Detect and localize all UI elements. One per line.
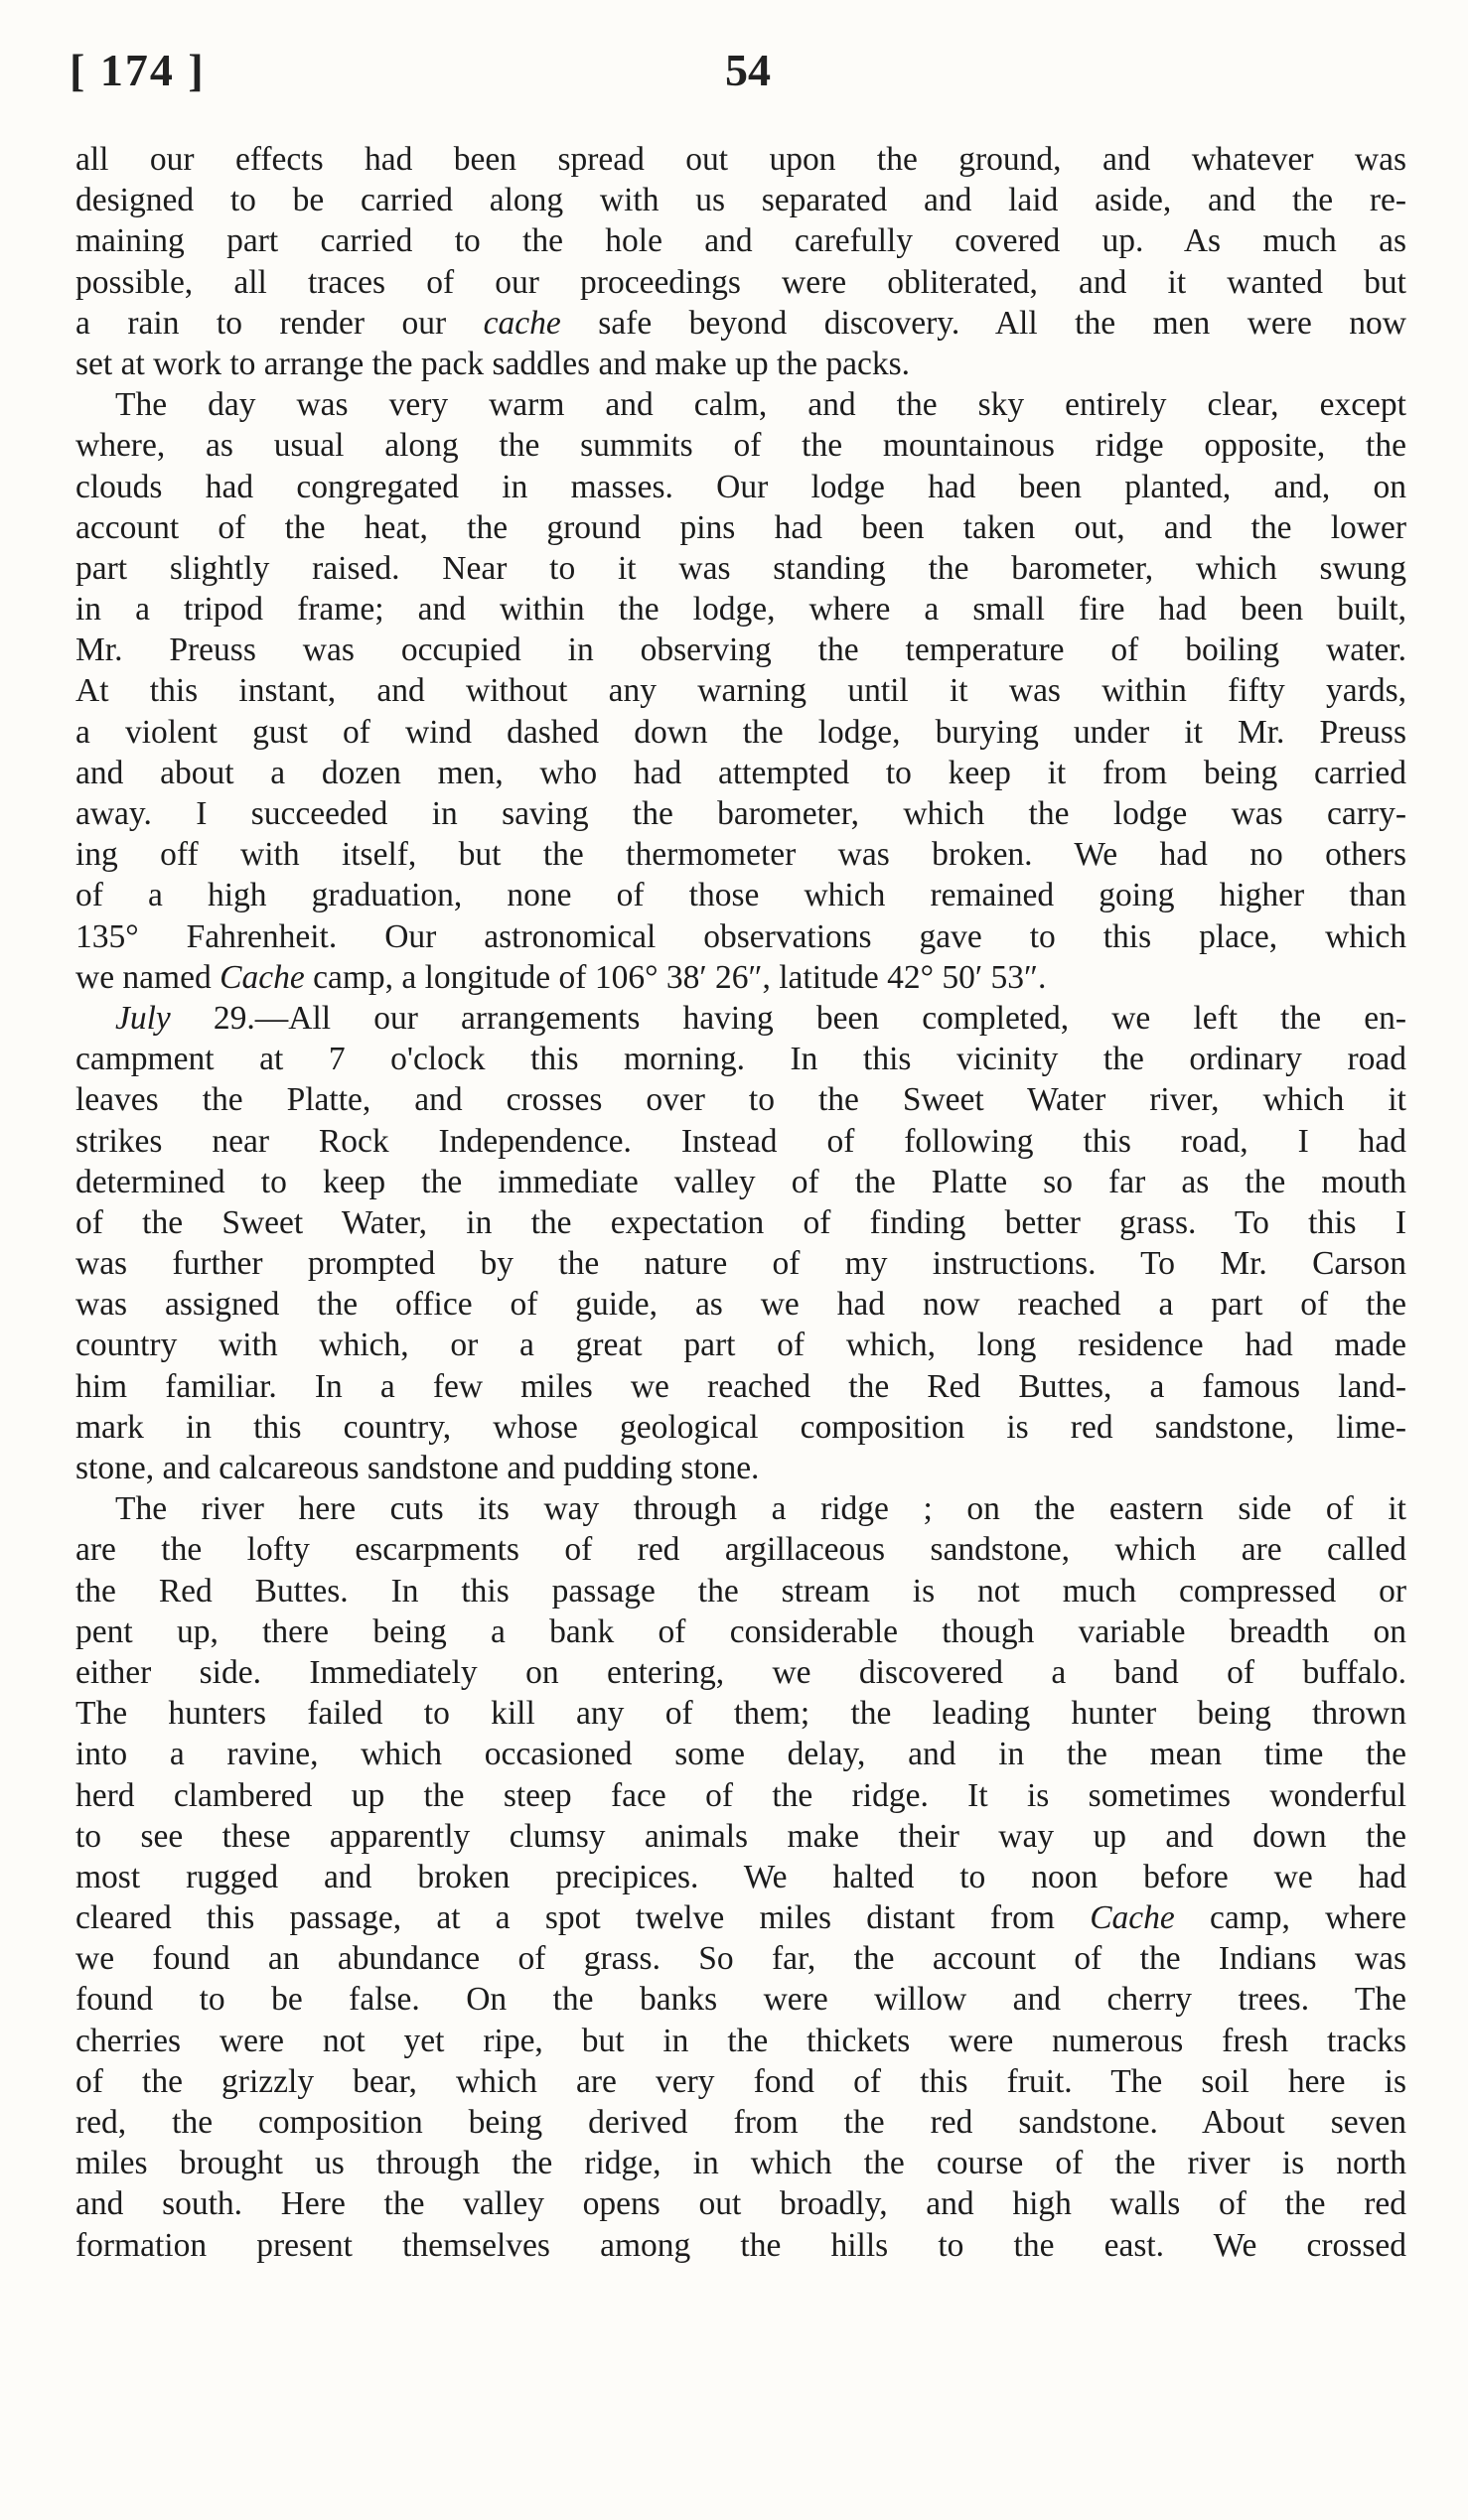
text-line: found to be false. On the banks were willow and cherry trees. The (75, 1981, 1406, 2019)
text-line: in a tripod frame; and within the lodge, where a small fire had been built, (75, 591, 1406, 629)
italic-text: Cache (1090, 1899, 1175, 1937)
text-line: strikes near Rock Independence. Instead of following this road, I had (75, 1122, 1406, 1160)
italic-text: cache (483, 304, 561, 342)
text-line: all our effects had been spread out upon the ground, and whatever was (75, 141, 1406, 178)
text-line: where, as usual along the summits of the mountainous ridge opposite, the (75, 427, 1406, 465)
text-segment: camp, a longitude of 106° 38′ 26″, latitude 42° 50′ 53″. (304, 958, 1047, 996)
text-segment: we named (75, 958, 220, 996)
text-segment: 29.—All our arrangements having been completed, we left the en- (170, 999, 1406, 1037)
text-segment: a rain to render our (75, 304, 484, 342)
text-line: ing off with itself, but the thermometer was broken. We had no others (75, 836, 1406, 874)
page-header (70, 44, 1410, 113)
text-line: set at work to arrange the pack saddles and make up the packs. (75, 345, 910, 382)
text-line: away. I succeeded in saving the barometer, which the lodge was carry- (75, 795, 1406, 832)
text-line: and about a dozen men, who had attempted to keep it from being carried (75, 754, 1406, 791)
text-line: into a ravine, which occasioned some delay, and in the mean time the (75, 1736, 1406, 1773)
text-line: pent up, there being a bank of considerable though variable breadth on (75, 1612, 1406, 1650)
text-line: leaves the Platte, and crosses over to the Sweet Water river, which it (75, 1081, 1406, 1119)
text-line: of the Sweet Water, in the expectation of finding better grass. To this I (75, 1203, 1406, 1241)
text-line: At this instant, and without any warning until it was within fifty yards, (75, 672, 1406, 710)
text-line (75, 957, 1406, 998)
text-line: herd clambered up the steep face of the ridge. It is sometimes wonderful (75, 1776, 1406, 1814)
text-line: of a high graduation, none of those which remained going higher than (75, 877, 1406, 914)
text-line (75, 1897, 1406, 1938)
text-segment: camp, where (1174, 1899, 1407, 1937)
text-line: miles brought us through the ridge, in which the course of the river is north (75, 2145, 1406, 2182)
text-line: mark in this country, whose geological composition is red sandstone, lime- (75, 1408, 1406, 1446)
text-line: formation present themselves among the hills to the east. We crossed (75, 2226, 1406, 2264)
text-line: country with which, or a great part of which, long residence had made (75, 1327, 1406, 1364)
bracketed-page-number: [ 174 ] (70, 45, 206, 95)
italic-text: July (115, 999, 171, 1037)
italic-text: Cache (220, 958, 305, 996)
text-segment: safe beyond discovery. All the men were now (560, 304, 1406, 342)
text-line: him familiar. In a few miles we reached the Red Buttes, a famous land- (75, 1367, 1406, 1405)
text-line: account of the heat, the ground pins had been taken out, and the lower (75, 508, 1406, 546)
text-line (75, 303, 1406, 344)
text-line: The hunters failed to kill any of them; the leading hunter being thrown (75, 1695, 1406, 1733)
text-line: we found an abundance of grass. So far, the account of the Indians was (75, 1940, 1406, 1978)
text-segment: cleared this passage, at a spot twelve miles distant from (75, 1899, 1091, 1937)
body-text (75, 139, 1406, 2266)
text-line: a violent gust of wind dashed down the lodge, burying under it Mr. Preuss (75, 713, 1406, 751)
text-line: determined to keep the immediate valley of the Platte so far as the mouth (75, 1163, 1406, 1200)
text-line: the Red Buttes. In this passage the stream is not much compressed or (75, 1572, 1406, 1610)
text-line: part slightly raised. Near to it was standing the barometer, which swung (75, 549, 1406, 587)
text-line: clouds had congregated in masses. Our lodge had been planted, and, on (75, 468, 1406, 505)
text-line: and south. Here the valley opens out broadly, and high walls of the red (75, 2185, 1406, 2223)
text-line: The river here cuts its way through a ridge ; on the eastern side of it (115, 1490, 1406, 1528)
text-line: of the grizzly bear, which are very fond of this fruit. The soil here is (75, 2062, 1406, 2100)
text-line: to see these apparently clumsy animals make their way up and down the (75, 1817, 1406, 1855)
text-line: campment at 7 o'clock this morning. In this vicinity the ordinary road (75, 1041, 1406, 1078)
text-line: cherries were not yet ripe, but in the thickets were numerous fresh tracks (75, 2022, 1406, 2059)
text-line: possible, all traces of our proceedings were obliterated, and it wanted but (75, 263, 1406, 301)
text-line: The day was very warm and calm, and the sky entirely clear, except (115, 386, 1406, 424)
page-number: 54 (725, 45, 771, 95)
text-line: designed to be carried along with us separated and laid aside, and the re- (75, 182, 1406, 219)
text-line (75, 998, 1406, 1039)
text-line: Mr. Preuss was occupied in observing the temperature of boiling water. (75, 631, 1406, 669)
text-line: maining part carried to the hole and carefully covered up. As much as (75, 222, 1406, 260)
text-line: most rugged and broken precipices. We halted to noon before we had (75, 1858, 1406, 1895)
text-line: was assigned the office of guide, as we had now reached a part of the (75, 1286, 1406, 1324)
text-line: 135° Fahrenheit. Our astronomical observations gave to this place, which (75, 917, 1406, 955)
text-line: stone, and calcareous sandstone and pudding stone. (75, 1450, 760, 1486)
text-line: was further prompted by the nature of my instructions. To Mr. Carson (75, 1245, 1406, 1283)
text-line: red, the composition being derived from the red sandstone. About seven (75, 2104, 1406, 2141)
text-line: either side. Immediately on entering, we discovered a band of buffalo. (75, 1653, 1406, 1691)
text-line: are the lofty escarpments of red argillaceous sandstone, which are called (75, 1531, 1406, 1569)
